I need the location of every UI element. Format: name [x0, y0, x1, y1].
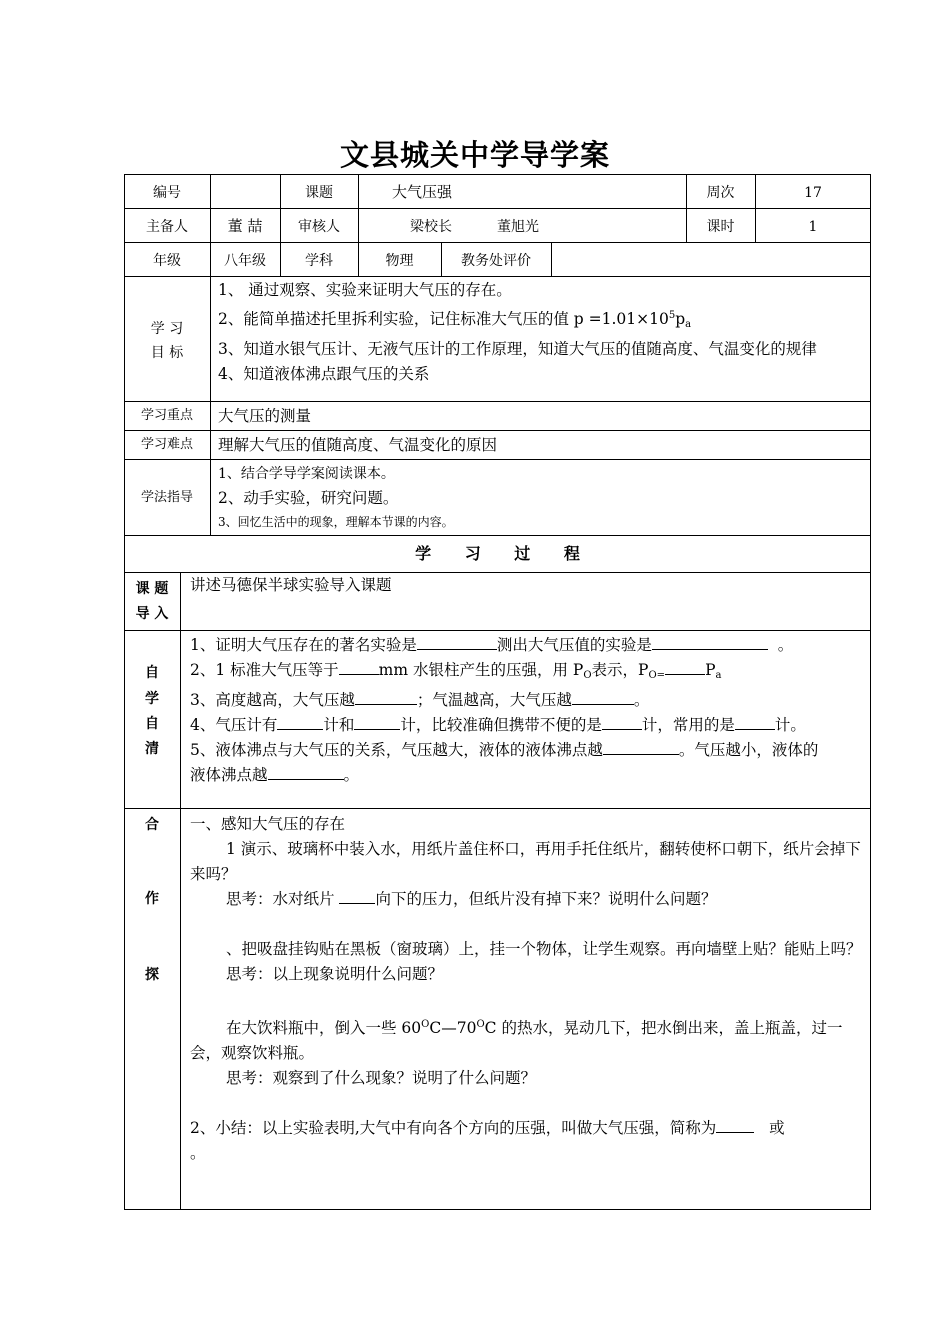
label-zhouci: 周次 — [706, 185, 735, 201]
focus-text: 大气压的测量 — [218, 407, 312, 425]
value-zhubeiren: 董 喆 — [227, 217, 263, 235]
difficulty-text: 理解大气压的值随高度、气温变化的原因 — [218, 436, 498, 454]
method-list — [218, 463, 858, 533]
blank[interactable] — [716, 1117, 754, 1133]
method-label: 学法指导 — [140, 490, 193, 505]
blank[interactable] — [339, 659, 379, 675]
coop-heading: 一、感知大气压的存在 — [190, 815, 346, 833]
focus-label: 学习重点 — [140, 408, 193, 423]
self-study-label-4: 清 — [145, 741, 159, 757]
label-pingjia: 教务处评价 — [461, 253, 531, 269]
goal-1: 1、 通过观察、实验来证明大气压的存在。 — [218, 281, 512, 299]
coop-summary-end: 。 — [190, 1144, 206, 1162]
blank[interactable] — [572, 689, 634, 705]
question-5-cont: 液体沸点越 。 — [190, 766, 360, 784]
coop-para-1: 1 演示、玻璃杯中装入水，用纸片盖住杯口，再用手托住纸片，翻转使杯口朝下，纸片会掉下来吗？ — [190, 840, 861, 883]
label-keti: 课题 — [305, 185, 333, 201]
blank[interactable] — [417, 634, 497, 650]
goals-label-1: 学 习 — [150, 321, 184, 337]
question-4: 4、气压计有 计和 计，比较准确但携带不便的是 计，常用的是 计。 — [190, 716, 806, 734]
difficulty-label: 学习难点 — [140, 437, 193, 452]
blank[interactable] — [665, 659, 705, 675]
self-study-questions — [190, 633, 862, 788]
label-bianhao: 编号 — [153, 185, 181, 201]
goals-label-2: 目 标 — [150, 345, 184, 361]
question-5: 5、液体沸点与大气压的关系，气压越大，液体的液体沸点越 。气压越小，液体的 — [190, 741, 819, 759]
method-1: 1、结合学导学案阅读课本。 — [218, 466, 395, 482]
goal-3: 3、知道水银气压计、无液气压计的工作原理，知道大气压的值随高度、气温变化的规律 — [218, 340, 817, 358]
goals-list — [218, 278, 864, 387]
goal-2: 2、能简单描述托里拆利实验，记住标准大气压的值 $p =1.01\times 10^5p_a$ — [218, 310, 692, 330]
value-nianji: 八年级 — [224, 253, 266, 269]
coop-para-2: 、把吸盘挂钩贴在黑板（窗玻璃）上，挂一个物体，让学生观察。再向墙壁上贴？能贴上吗？ — [226, 940, 862, 958]
intro-label-2: 导 入 — [135, 606, 169, 622]
blank[interactable] — [602, 714, 642, 730]
question-3: 3、高度越高，大气压越 ；气温越高，大气压越 。 — [190, 691, 650, 709]
intro-text: 讲述马德保半球实验导入课题 — [190, 576, 392, 594]
coop-think-2: 思考：以上现象说明什么问题？ — [226, 965, 444, 983]
value-keti: 大气压强 — [392, 183, 453, 201]
question-2: 2、1 标准大气压等于 mm 水银柱产生的压强，用 $P_O$表示，$P_{O=}$ $P_a$ — [190, 661, 722, 681]
coop-label-2: 作 — [145, 891, 159, 907]
self-study-label-2: 学 — [145, 691, 159, 707]
page-title: 文县城关中学导学案 — [339, 138, 610, 172]
blank[interactable] — [735, 714, 775, 730]
coop-content — [190, 812, 862, 1166]
label-nianji: 年级 — [153, 253, 181, 269]
value-keshi: 1 — [808, 219, 818, 235]
process-heading: 学 习 过 程 — [415, 544, 580, 563]
value-xueke: 物理 — [385, 253, 414, 269]
intro-label-1: 课 题 — [135, 581, 169, 597]
method-3: 3、回忆生活中的现象，理解本节课的内容。 — [218, 515, 454, 529]
blank[interactable] — [339, 888, 375, 904]
coop-label-1: 合 — [145, 817, 159, 833]
value-zhouci: 17 — [804, 185, 822, 201]
self-study-label-3: 自 — [145, 716, 159, 732]
blank[interactable] — [652, 634, 768, 650]
label-xueke: 学科 — [305, 253, 333, 269]
coop-label-3: 探 — [145, 967, 159, 983]
blank[interactable] — [603, 739, 679, 755]
method-2: 2、动手实验，研究问题。 — [218, 489, 399, 507]
blank[interactable] — [354, 714, 400, 730]
blank[interactable] — [268, 764, 344, 780]
blank[interactable] — [277, 714, 323, 730]
coop-summary: 2、小结：以上实验表明,大气中有向各个方向的压强，叫做大气压强，简称为 或 — [190, 1119, 785, 1137]
label-keshi: 课时 — [706, 219, 735, 235]
label-shenheren: 审核人 — [298, 219, 340, 235]
coop-para-3: 在大饮料瓶中，倒入一些 $60^OC—70^OC$ 的热水，晃动几下，把水倒出来，盖上瓶盖，过一会，观察饮料瓶。 — [190, 1019, 843, 1062]
coop-think-1: 思考：水对纸片 向下的压力，但纸片没有掉下来？说明什么问题？ — [226, 890, 717, 908]
value-shenhe-a: 梁校长 — [410, 219, 452, 235]
blank[interactable] — [355, 689, 417, 705]
goal-4: 4、知道液体沸点跟气压的关系 — [218, 365, 430, 383]
question-1: 1、证明大气压存在的著名实验是 测出大气压值的实验是 。 — [190, 636, 794, 654]
self-study-label-1: 自 — [145, 665, 159, 681]
label-zhubeiren: 主备人 — [146, 219, 188, 235]
coop-think-3: 思考：观察到了什么现象？说明了什么问题？ — [226, 1069, 537, 1087]
value-shenhe-b: 董旭光 — [497, 219, 539, 235]
